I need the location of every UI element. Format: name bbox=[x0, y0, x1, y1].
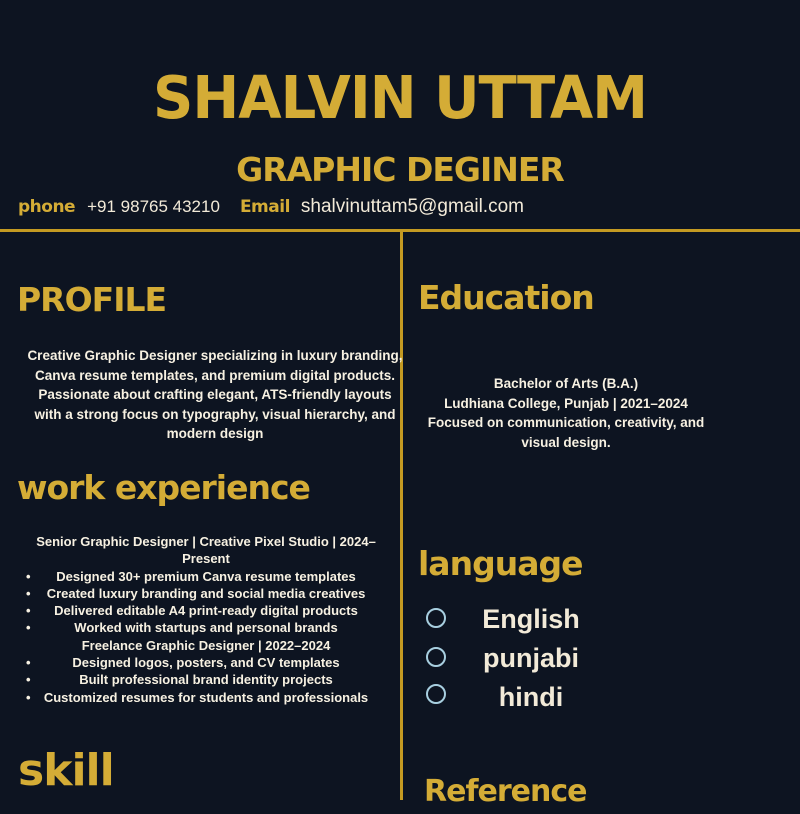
language-heading: language bbox=[418, 544, 583, 583]
work-experience-list bbox=[18, 533, 394, 706]
language-label: punjabi bbox=[483, 643, 579, 673]
education-line: Focused on communication, creativity, and bbox=[427, 415, 705, 430]
education-line: Bachelor of Arts (B.A.) bbox=[493, 376, 639, 391]
work-bullet-item: • Built professional brand identity projects bbox=[18, 671, 394, 688]
work-role-line: Senior Graphic Designer | Creative Pixel Studio | 2024– bbox=[36, 534, 376, 549]
language-label: English bbox=[482, 604, 580, 634]
phone-label: phone bbox=[18, 197, 76, 217]
work-bullet-item: • Designed 30+ premium Canva resume templates bbox=[18, 568, 394, 585]
education-heading: Education bbox=[418, 278, 594, 317]
reference-heading: Reference bbox=[424, 774, 587, 809]
work-role-line: Present bbox=[182, 551, 230, 567]
column-divider bbox=[400, 232, 403, 800]
language-item-punjabi bbox=[426, 643, 626, 677]
resume-name: SHALVIN UTTAM bbox=[153, 64, 647, 133]
work-bullet-item: • Worked with startups and personal brands bbox=[18, 619, 394, 636]
profile-line: with a strong focus on typography, visual hierarchy, and bbox=[34, 406, 396, 422]
language-item-english bbox=[426, 604, 626, 638]
education-line: visual design. bbox=[521, 434, 611, 450]
skill-heading: skill bbox=[18, 745, 114, 796]
work-experience-heading: work experience bbox=[17, 468, 310, 507]
education-line: Ludhiana College, Punjab | 2021–2024 bbox=[444, 395, 688, 411]
profile-line: Canva resume templates, and premium digital products. bbox=[34, 367, 396, 383]
language-label: hindi bbox=[498, 682, 564, 712]
work-bullet-item: • Customized resumes for students and professionals bbox=[18, 689, 394, 706]
phone-value: +91 98765 43210 bbox=[87, 197, 220, 216]
work-bullet-item: • Created luxury branding and social media creatives bbox=[18, 585, 394, 602]
profile-line: modern design bbox=[166, 426, 264, 441]
work-bullet-item: • Designed logos, posters, and CV templates bbox=[18, 654, 394, 671]
resume-role: GRAPHIC DEGINER bbox=[236, 150, 564, 189]
email-label: Email bbox=[239, 197, 290, 217]
work-role-line: Freelance Graphic Designer | 2022–2024 bbox=[81, 637, 331, 653]
contact-bar bbox=[18, 196, 524, 222]
language-item-hindi bbox=[426, 680, 626, 714]
profile-heading: PROFILE bbox=[17, 280, 167, 319]
profile-text bbox=[20, 346, 410, 444]
profile-line: Creative Graphic Designer specializing in luxury branding, bbox=[27, 348, 403, 363]
email-value: shalvinuttam5@gmail.com bbox=[300, 196, 524, 217]
work-bullet-item: • Delivered editable A4 print-ready digital products bbox=[18, 602, 394, 619]
education-text bbox=[416, 374, 716, 452]
circle-icon bbox=[426, 647, 446, 667]
profile-line: Passionate about crafting elegant, ATS-friendly layouts bbox=[38, 387, 392, 402]
circle-icon bbox=[426, 608, 446, 628]
circle-icon bbox=[426, 684, 446, 704]
